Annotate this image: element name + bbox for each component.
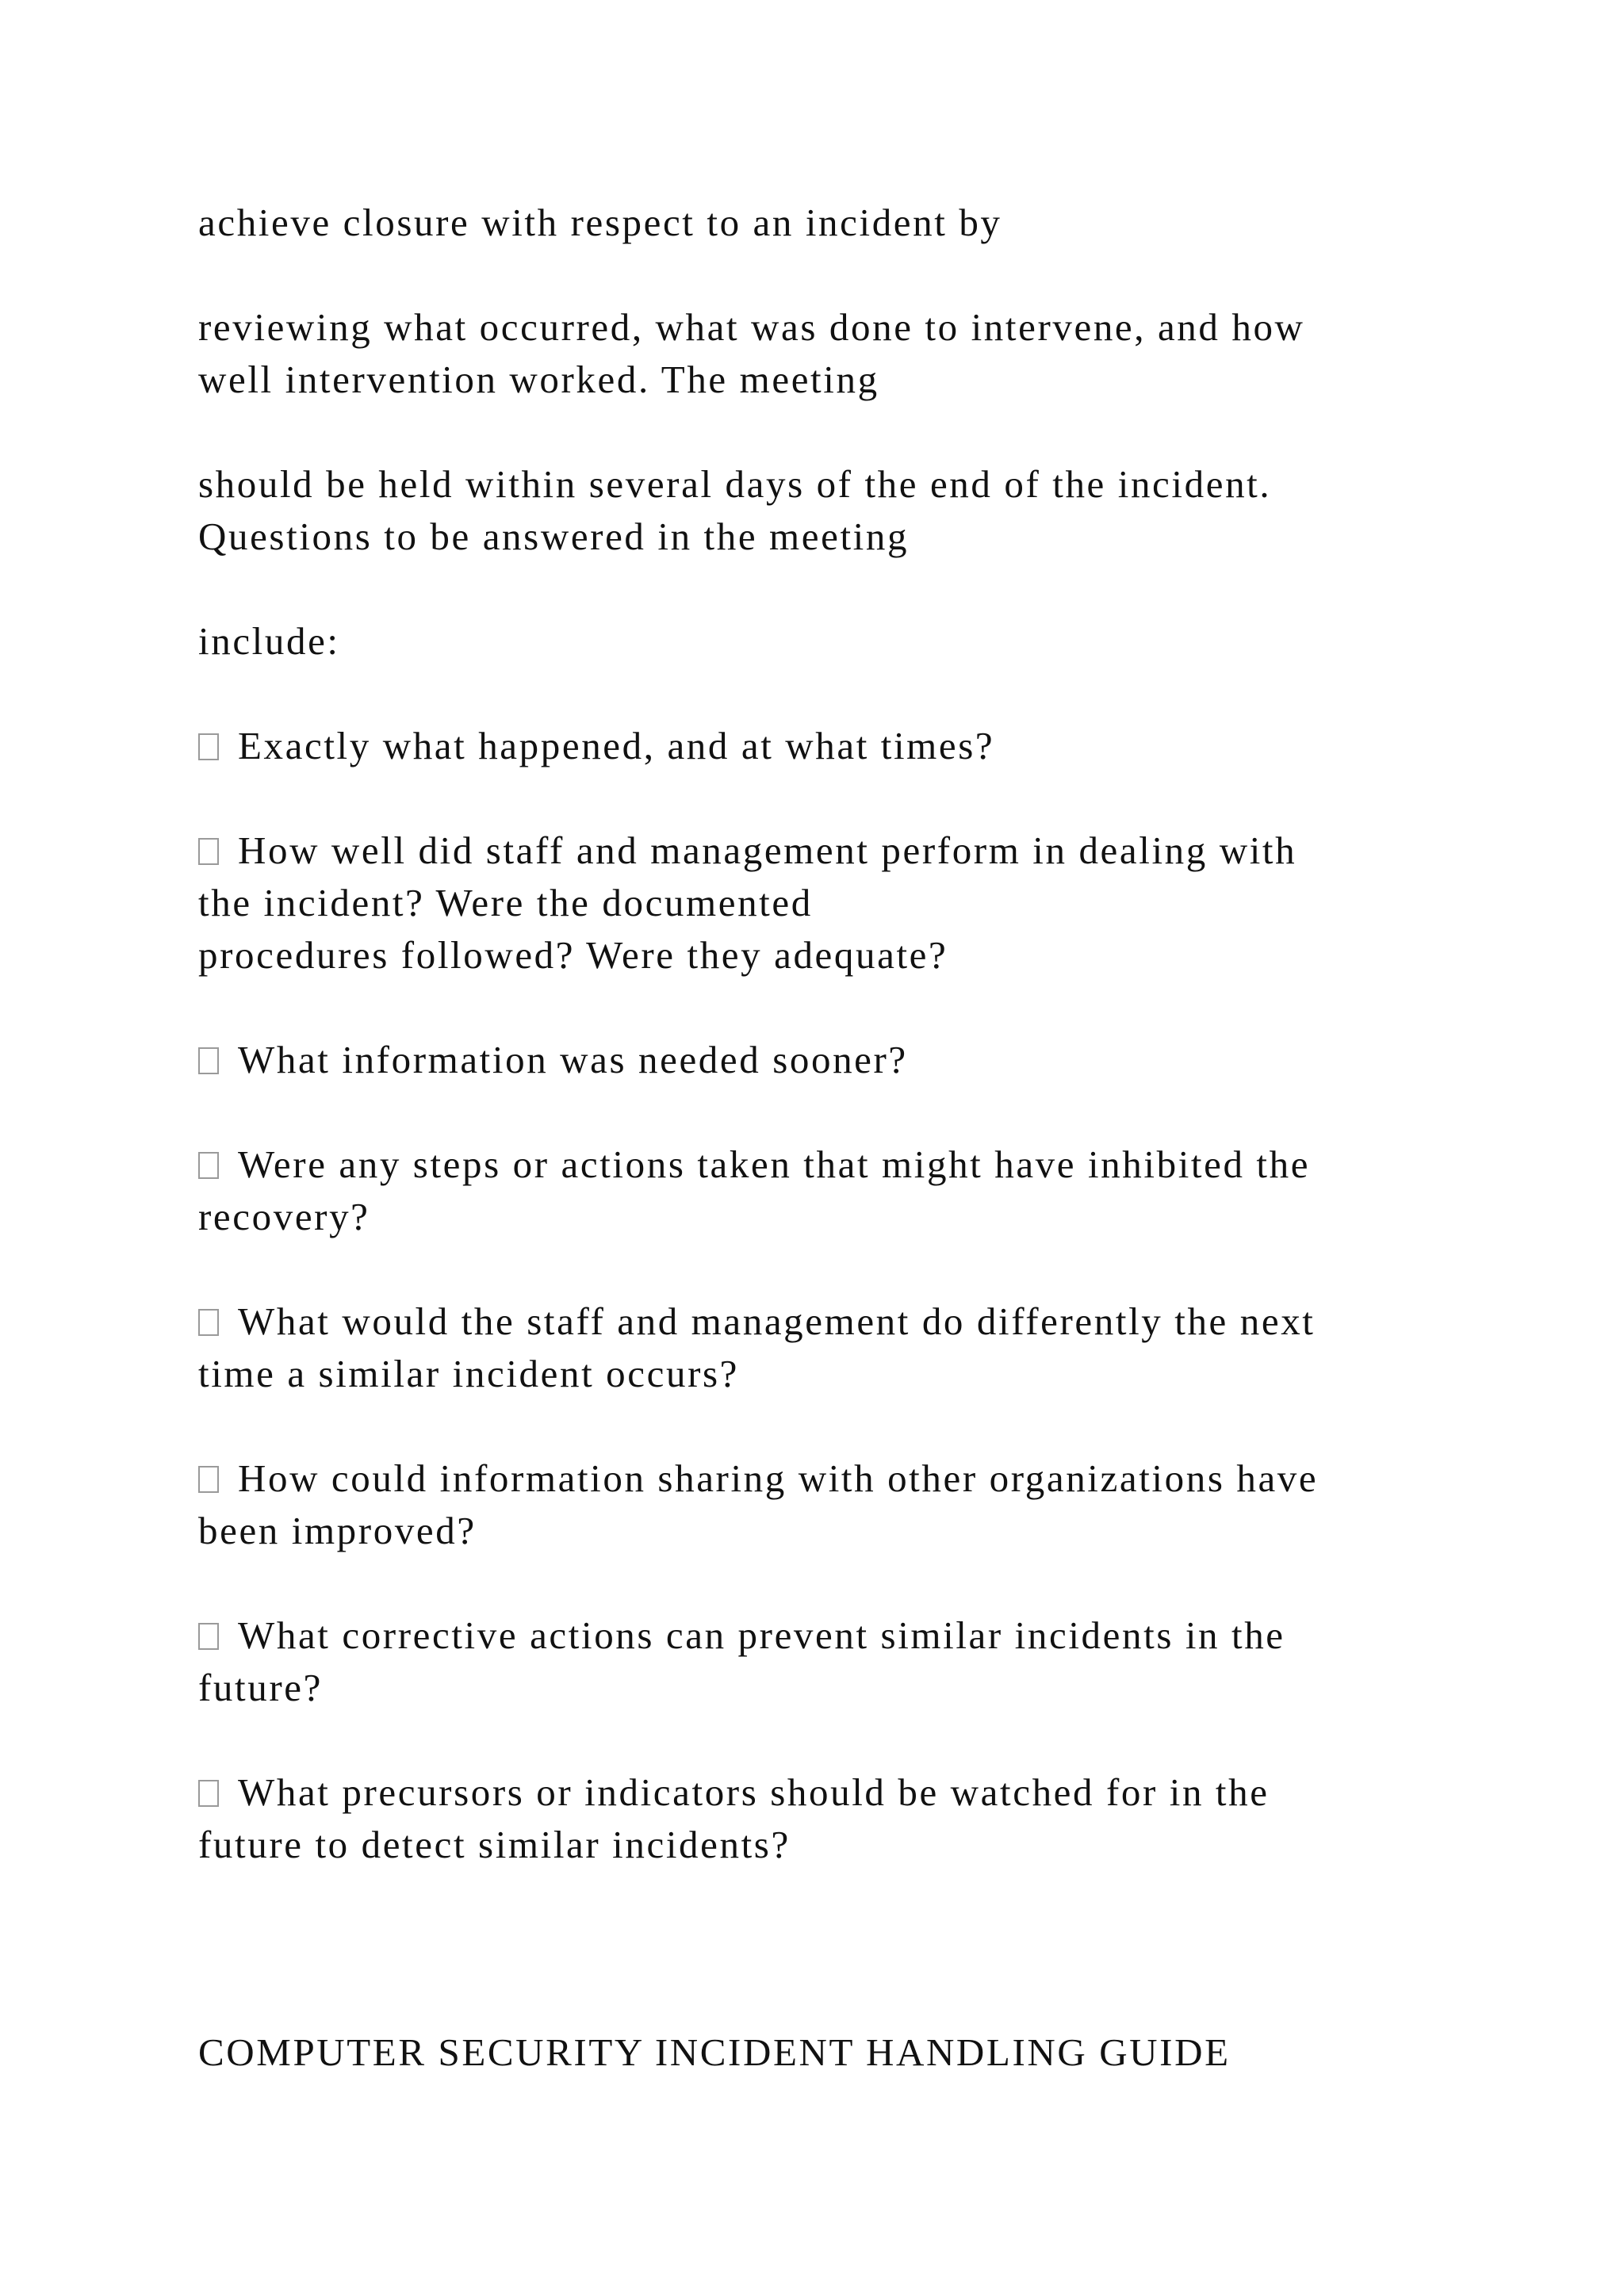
question-item-7 <box>198 1609 1483 1714</box>
question-item-5 <box>198 1295 1483 1400</box>
bullet-icon <box>198 1309 219 1336</box>
question-item-3 <box>198 1034 1483 1086</box>
question-item-1 <box>198 720 1483 772</box>
bullet-icon <box>198 733 219 760</box>
question-item-4 <box>198 1138 1483 1243</box>
question-text: Were any steps or actions taken that might have inhibited the <box>238 1142 1311 1186</box>
question-text: Exactly what happened, and at what times? <box>238 724 995 767</box>
question-text: What would the staff and management do differently the next <box>238 1299 1316 1343</box>
question-text: What precursors or indicators should be watched for in the <box>238 1770 1270 1814</box>
bullet-icon <box>198 1780 219 1807</box>
paragraph-intro-1 <box>198 197 1483 249</box>
question-text: How could information sharing with other organizations have <box>238 1456 1319 1500</box>
footer-heading-text: COMPUTER SECURITY INCIDENT HANDLING GUIDE <box>198 2030 1231 2074</box>
bullet-icon <box>198 1466 219 1493</box>
question-text: How well did staff and management perform in dealing with <box>238 828 1297 872</box>
paragraph-intro-2 <box>198 301 1483 406</box>
question-item-2 <box>198 825 1483 982</box>
text-line: include: <box>198 619 340 663</box>
bullet-icon <box>198 1047 219 1074</box>
question-text: What information was needed sooner? <box>238 1038 908 1081</box>
question-text: the incident? Were the documented <box>198 881 813 924</box>
text-line: well intervention worked. The meeting <box>198 358 879 401</box>
question-text: What corrective actions can prevent similar incidents in the <box>238 1613 1285 1657</box>
question-item-6 <box>198 1452 1483 1557</box>
paragraph-intro-4 <box>198 615 1483 668</box>
text-line: achieve closure with respect to an incident by <box>198 201 1002 244</box>
question-text: future to detect similar incidents? <box>198 1823 791 1866</box>
bullet-icon <box>198 1152 219 1179</box>
question-text: procedures followed? Were they adequate? <box>198 933 948 977</box>
text-line: reviewing what occurred, what was done to intervene, and how <box>198 305 1305 349</box>
text-line: should be held within several days of the end of the incident. <box>198 462 1272 506</box>
question-text: been improved? <box>198 1509 477 1552</box>
question-text: future? <box>198 1666 323 1709</box>
question-item-8 <box>198 1766 1483 1871</box>
running-footer-heading <box>198 2026 1483 2079</box>
question-text: time a similar incident occurs? <box>198 1352 739 1395</box>
text-line: Questions to be answered in the meeting <box>198 515 910 558</box>
bullet-icon <box>198 1623 219 1650</box>
paragraph-intro-3 <box>198 458 1483 563</box>
bullet-icon <box>198 838 219 865</box>
question-text: recovery? <box>198 1195 370 1238</box>
